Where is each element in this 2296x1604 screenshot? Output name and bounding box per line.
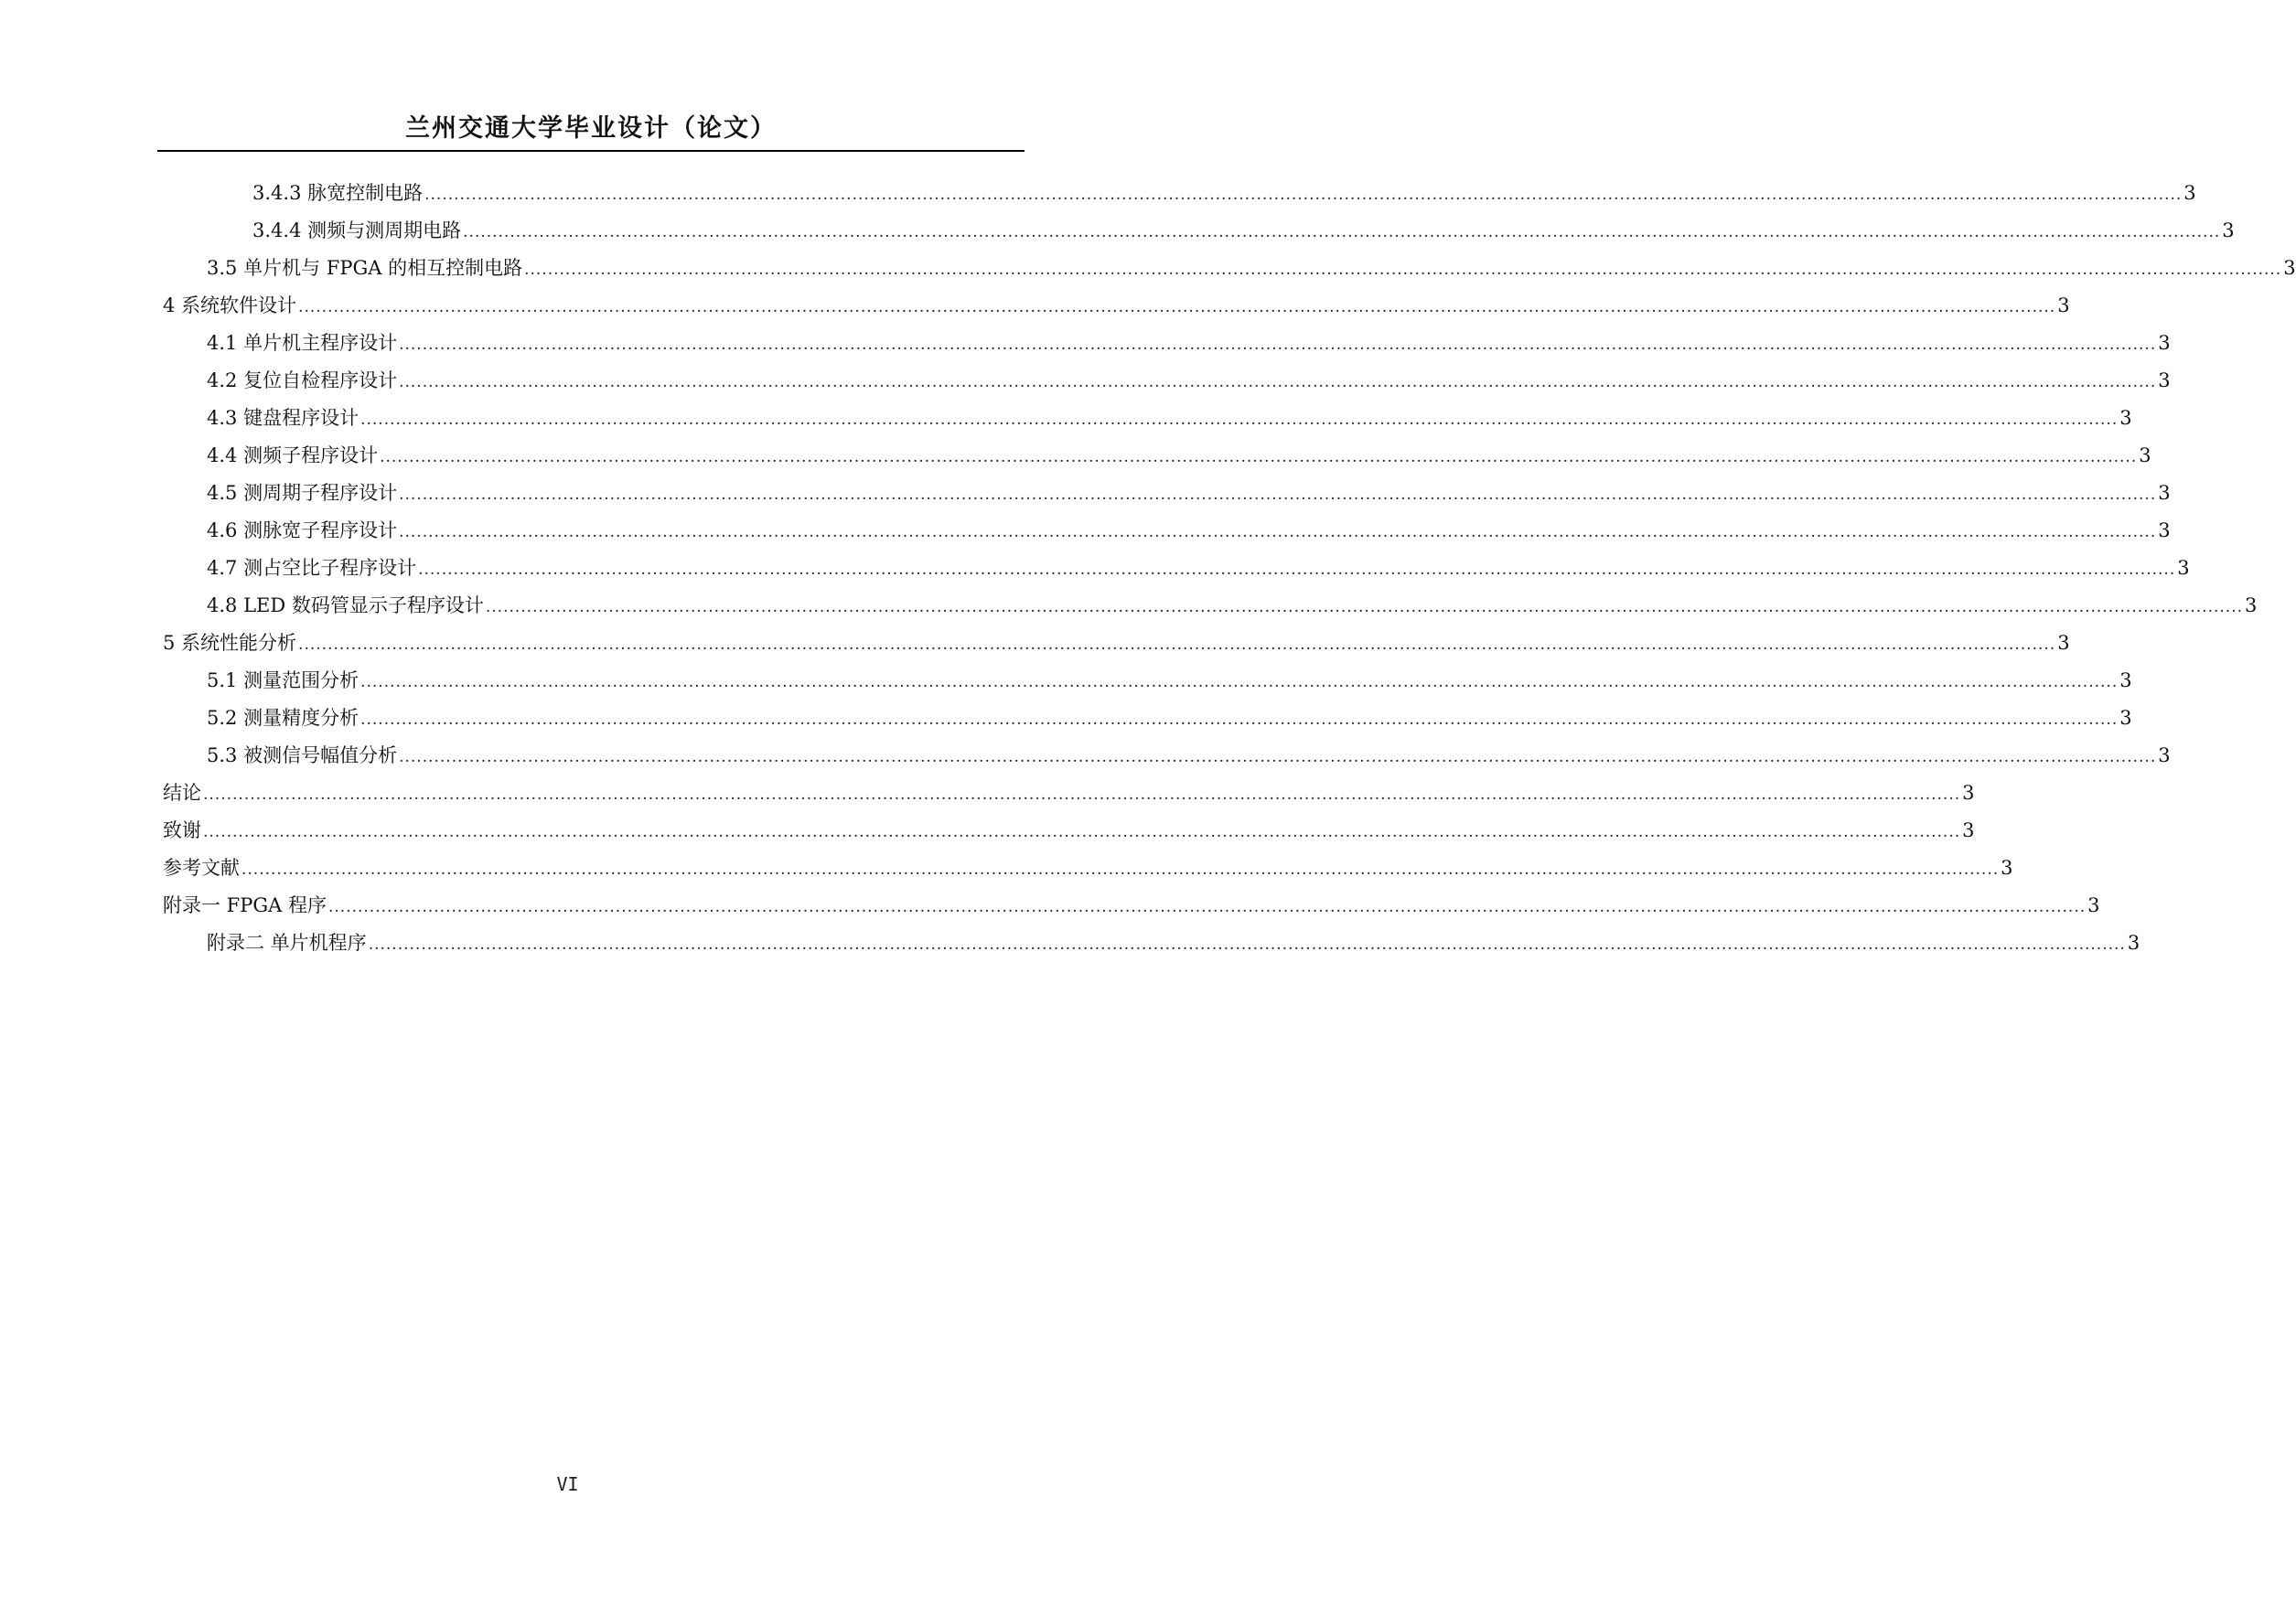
toc-entry-title: 4.6 测脉宽子程序设计 [207, 519, 398, 541]
toc-dot-leader: ............................................................................................................................................................................................................................................................................................................ [203, 823, 1961, 841]
toc-entry [207, 470, 2171, 507]
toc-dot-leader: ............................................................................................................................................................................................................................................................................................................ [298, 298, 2056, 316]
toc-entry-page: 3 [2158, 332, 2171, 354]
toc-entry-page: 3 [2057, 632, 2070, 654]
toc-dot-leader: ............................................................................................................................................................................................................................................................................................................ [360, 711, 2119, 729]
toc-entry-title: 附录二 单片机程序 [207, 932, 367, 954]
toc-dot-leader: ............................................................................................................................................................................................................................................................................................................ [418, 561, 2176, 579]
toc-entry-title: 5.3 被测信号幅值分析 [207, 744, 398, 766]
toc-entry [207, 695, 2132, 732]
toc-entry-page: 3 [2119, 669, 2132, 691]
toc-entry-page: 3 [1962, 819, 1975, 841]
toc-dot-leader: ............................................................................................................................................................................................................................................................................................................ [399, 748, 2157, 766]
toc-entry [163, 620, 2070, 657]
toc-entry [207, 433, 2151, 469]
toc-entry-title: 3.4.3 脉宽控制电路 [252, 182, 424, 204]
toc-entry-page: 3 [2177, 557, 2190, 579]
toc-dot-leader: ............................................................................................................................................................................................................................................................................................................ [328, 898, 2087, 916]
toc-entry-title: 4 系统软件设计 [163, 294, 297, 316]
toc-dot-leader: ............................................................................................................................................................................................................................................................................................................ [368, 936, 2126, 954]
toc-entry [207, 732, 2171, 769]
toc-entry-page: 3 [2087, 894, 2100, 916]
toc-entry [207, 658, 2132, 694]
toc-entry [207, 508, 2171, 544]
toc-entry-title: 5 系统性能分析 [163, 632, 297, 654]
toc-entry [163, 845, 2013, 882]
toc-entry-title: 致谢 [163, 819, 201, 841]
toc-entry-title: 4.3 键盘程序设计 [207, 407, 359, 429]
toc-entry [207, 583, 2258, 619]
toc-entry-title: 4.2 复位自检程序设计 [207, 369, 398, 391]
toc-entry-page: 3 [2158, 369, 2171, 391]
toc-entry [207, 320, 2171, 357]
toc-dot-leader: ............................................................................................................................................................................................................................................................................................................ [524, 261, 2282, 279]
toc-entry-title: 3.5 单片机与 FPGA 的相互控制电路 [207, 257, 523, 279]
toc-entry [207, 920, 2140, 957]
toc-entry [163, 807, 1975, 844]
toc-dot-leader: ............................................................................................................................................................................................................................................................................................................ [360, 673, 2119, 691]
toc-dot-leader: ............................................................................................................................................................................................................................................................................................................ [360, 411, 2119, 429]
toc-entry [207, 245, 2296, 282]
toc-dot-leader: ............................................................................................................................................................................................................................................................................................................ [485, 598, 2244, 616]
toc-dot-leader: ............................................................................................................................................................................................................................................................................................................ [399, 336, 2157, 354]
toc-entry-page: 3 [2057, 294, 2070, 316]
toc-dot-leader: ............................................................................................................................................................................................................................................................................................................ [203, 786, 1961, 804]
toc-entry-page: 3 [2119, 707, 2132, 729]
toc-entry-title: 5.2 测量精度分析 [207, 707, 359, 729]
toc-entry-title: 5.1 测量范围分析 [207, 669, 359, 691]
page-number: VI [556, 1473, 579, 1495]
toc-entry-page: 3 [2183, 182, 2196, 204]
toc-entry-title: 4.8 LED 数码管显示子程序设计 [207, 594, 484, 616]
toc-entry-page: 3 [2158, 519, 2171, 541]
toc-entry [207, 395, 2132, 432]
toc-entry-title: 附录一 FPGA 程序 [163, 894, 327, 916]
toc-entry-title: 4.1 单片机主程序设计 [207, 332, 398, 354]
toc-entry-title: 4.7 测占空比子程序设计 [207, 557, 417, 579]
toc-entry-page: 3 [2127, 932, 2140, 954]
toc-entry-page: 3 [2245, 594, 2258, 616]
toc-entry [163, 882, 2100, 919]
toc-entry-page: 3 [2119, 407, 2132, 429]
toc-entry-title: 4.4 测频子程序设计 [207, 444, 379, 466]
toc-entry-title: 4.5 测周期子程序设计 [207, 482, 398, 504]
toc-entry [252, 170, 2196, 207]
header-rule [157, 150, 1025, 152]
toc-dot-leader: ............................................................................................................................................................................................................................................................................................................ [298, 636, 2056, 654]
page-header-title: 兰州交通大学毕业设计（论文） [405, 114, 777, 143]
toc-entry-page: 3 [2139, 444, 2151, 466]
toc-entry-page: 3 [2222, 219, 2235, 241]
toc-entry [207, 545, 2190, 582]
toc-entry [252, 208, 2235, 244]
toc-entry-page: 3 [1962, 782, 1975, 804]
toc-dot-leader: ............................................................................................................................................................................................................................................................................................................ [399, 486, 2157, 504]
toc-dot-leader: ............................................................................................................................................................................................................................................................................................................ [380, 448, 2138, 466]
toc-entry-page: 3 [2158, 744, 2171, 766]
toc-entry-page: 3 [2001, 857, 2013, 879]
toc-dot-leader: ............................................................................................................................................................................................................................................................................................................ [399, 373, 2157, 391]
toc-dot-leader: ............................................................................................................................................................................................................................................................................................................ [399, 523, 2157, 541]
toc-entry-title: 参考文献 [163, 857, 240, 879]
toc-entry [163, 770, 1975, 807]
toc-entry-title: 结论 [163, 782, 201, 804]
toc-entry-page: 3 [2283, 257, 2296, 279]
toc-entry-title: 3.4.4 测频与测周期电路 [252, 219, 462, 241]
toc-dot-leader: ............................................................................................................................................................................................................................................................................................................ [424, 186, 2183, 204]
toc-dot-leader: ............................................................................................................................................................................................................................................................................................................ [241, 861, 2000, 879]
toc-dot-leader: ............................................................................................................................................................................................................................................................................................................ [463, 223, 2221, 241]
toc-entry [207, 358, 2171, 394]
toc-entry [163, 283, 2070, 319]
toc-entry-page: 3 [2158, 482, 2171, 504]
